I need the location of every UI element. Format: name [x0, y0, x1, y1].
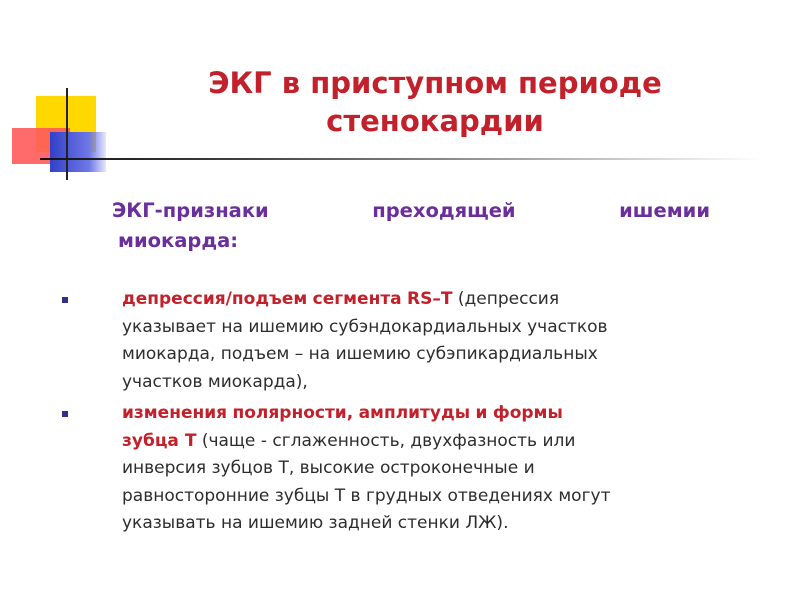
body-text: указывает: [122, 316, 217, 337]
section-heading-line-1: [100, 196, 710, 226]
body-text: зубцов: [211, 458, 274, 478]
body-text: инверсия: [122, 458, 207, 478]
body-text: указывать на ишемию задней стенки ЛЖ).: [122, 513, 509, 533]
body-text: (депрессия: [457, 289, 560, 309]
section-heading-line-2: миокарда:: [118, 229, 239, 252]
bullet-line: [122, 510, 722, 538]
title-underline: [40, 158, 760, 160]
body-text: субэпикардиальных: [416, 344, 598, 364]
body-text: двухфазность: [410, 430, 538, 451]
body-text: сглаженность,: [272, 430, 405, 451]
emphasis-text: RS–T: [407, 289, 453, 309]
bullet-line: [122, 286, 722, 314]
body-text: ишемию: [335, 344, 411, 364]
heading-word: ЭКГ-признаки: [112, 199, 269, 222]
body-text: -: [260, 430, 267, 451]
section-heading: [100, 196, 710, 256]
bullet-square-icon: [62, 297, 68, 303]
body-text: могут: [558, 485, 611, 506]
emphasis-text: депрессия/подъем: [122, 289, 308, 309]
body-text: участков миокарда),: [122, 371, 308, 392]
emphasis-text: зубца Т: [122, 430, 197, 451]
body-text: или: [542, 430, 576, 451]
body-text: Т: [334, 485, 346, 506]
bullet-line: [122, 341, 722, 369]
bullet-list: [62, 286, 722, 542]
bullet-line: [122, 428, 722, 456]
body-text: в: [350, 485, 361, 506]
slide-title-line-1: ЭКГ в приступном периоде: [208, 66, 662, 100]
body-text: на: [221, 316, 243, 337]
bullet-square-icon: [62, 411, 68, 417]
decorative-logo: [0, 0, 120, 190]
bullet-line: [122, 483, 722, 511]
vertical-line-shape: [66, 88, 68, 180]
bullet-line: [122, 369, 722, 397]
emphasis-text: сегмента: [312, 289, 402, 309]
body-text: грудных: [365, 485, 443, 506]
emphasis-text: полярности,: [232, 403, 354, 423]
bullet-line: [122, 400, 722, 428]
slide-title: [170, 64, 700, 140]
body-text: Т,: [278, 458, 295, 478]
body-text: субэндокардиальных: [329, 316, 522, 337]
heading-word: ишемии: [619, 199, 710, 222]
body-text: высокие: [299, 458, 375, 478]
body-text: зубцы: [274, 485, 330, 506]
body-text: отведениях: [447, 485, 553, 506]
slide-title-line-2: стенокардии: [326, 104, 544, 138]
body-text: –: [294, 344, 304, 364]
body-text: остроконечные: [380, 458, 519, 478]
emphasis-text: изменения: [122, 403, 228, 423]
bullet-line: [122, 455, 722, 483]
body-text: на: [308, 344, 331, 364]
bullet-item-1: [62, 286, 722, 396]
heading-word: преходящей: [372, 199, 516, 222]
body-text: миокарда,: [122, 344, 216, 364]
body-text: подъем: [220, 344, 290, 364]
bullet-item-2: [62, 400, 722, 538]
body-text: (чаще: [201, 430, 256, 451]
emphasis-text: амплитуды: [358, 403, 471, 423]
body-text: участков: [527, 316, 608, 337]
body-text: и: [523, 458, 535, 478]
bullet-line: [122, 314, 722, 342]
body-text: равносторонние: [122, 485, 270, 506]
body-text: ишемию: [248, 316, 324, 337]
blue-square-shape: [50, 132, 106, 172]
emphasis-text: и: [475, 403, 488, 423]
emphasis-text: формы: [492, 403, 563, 423]
